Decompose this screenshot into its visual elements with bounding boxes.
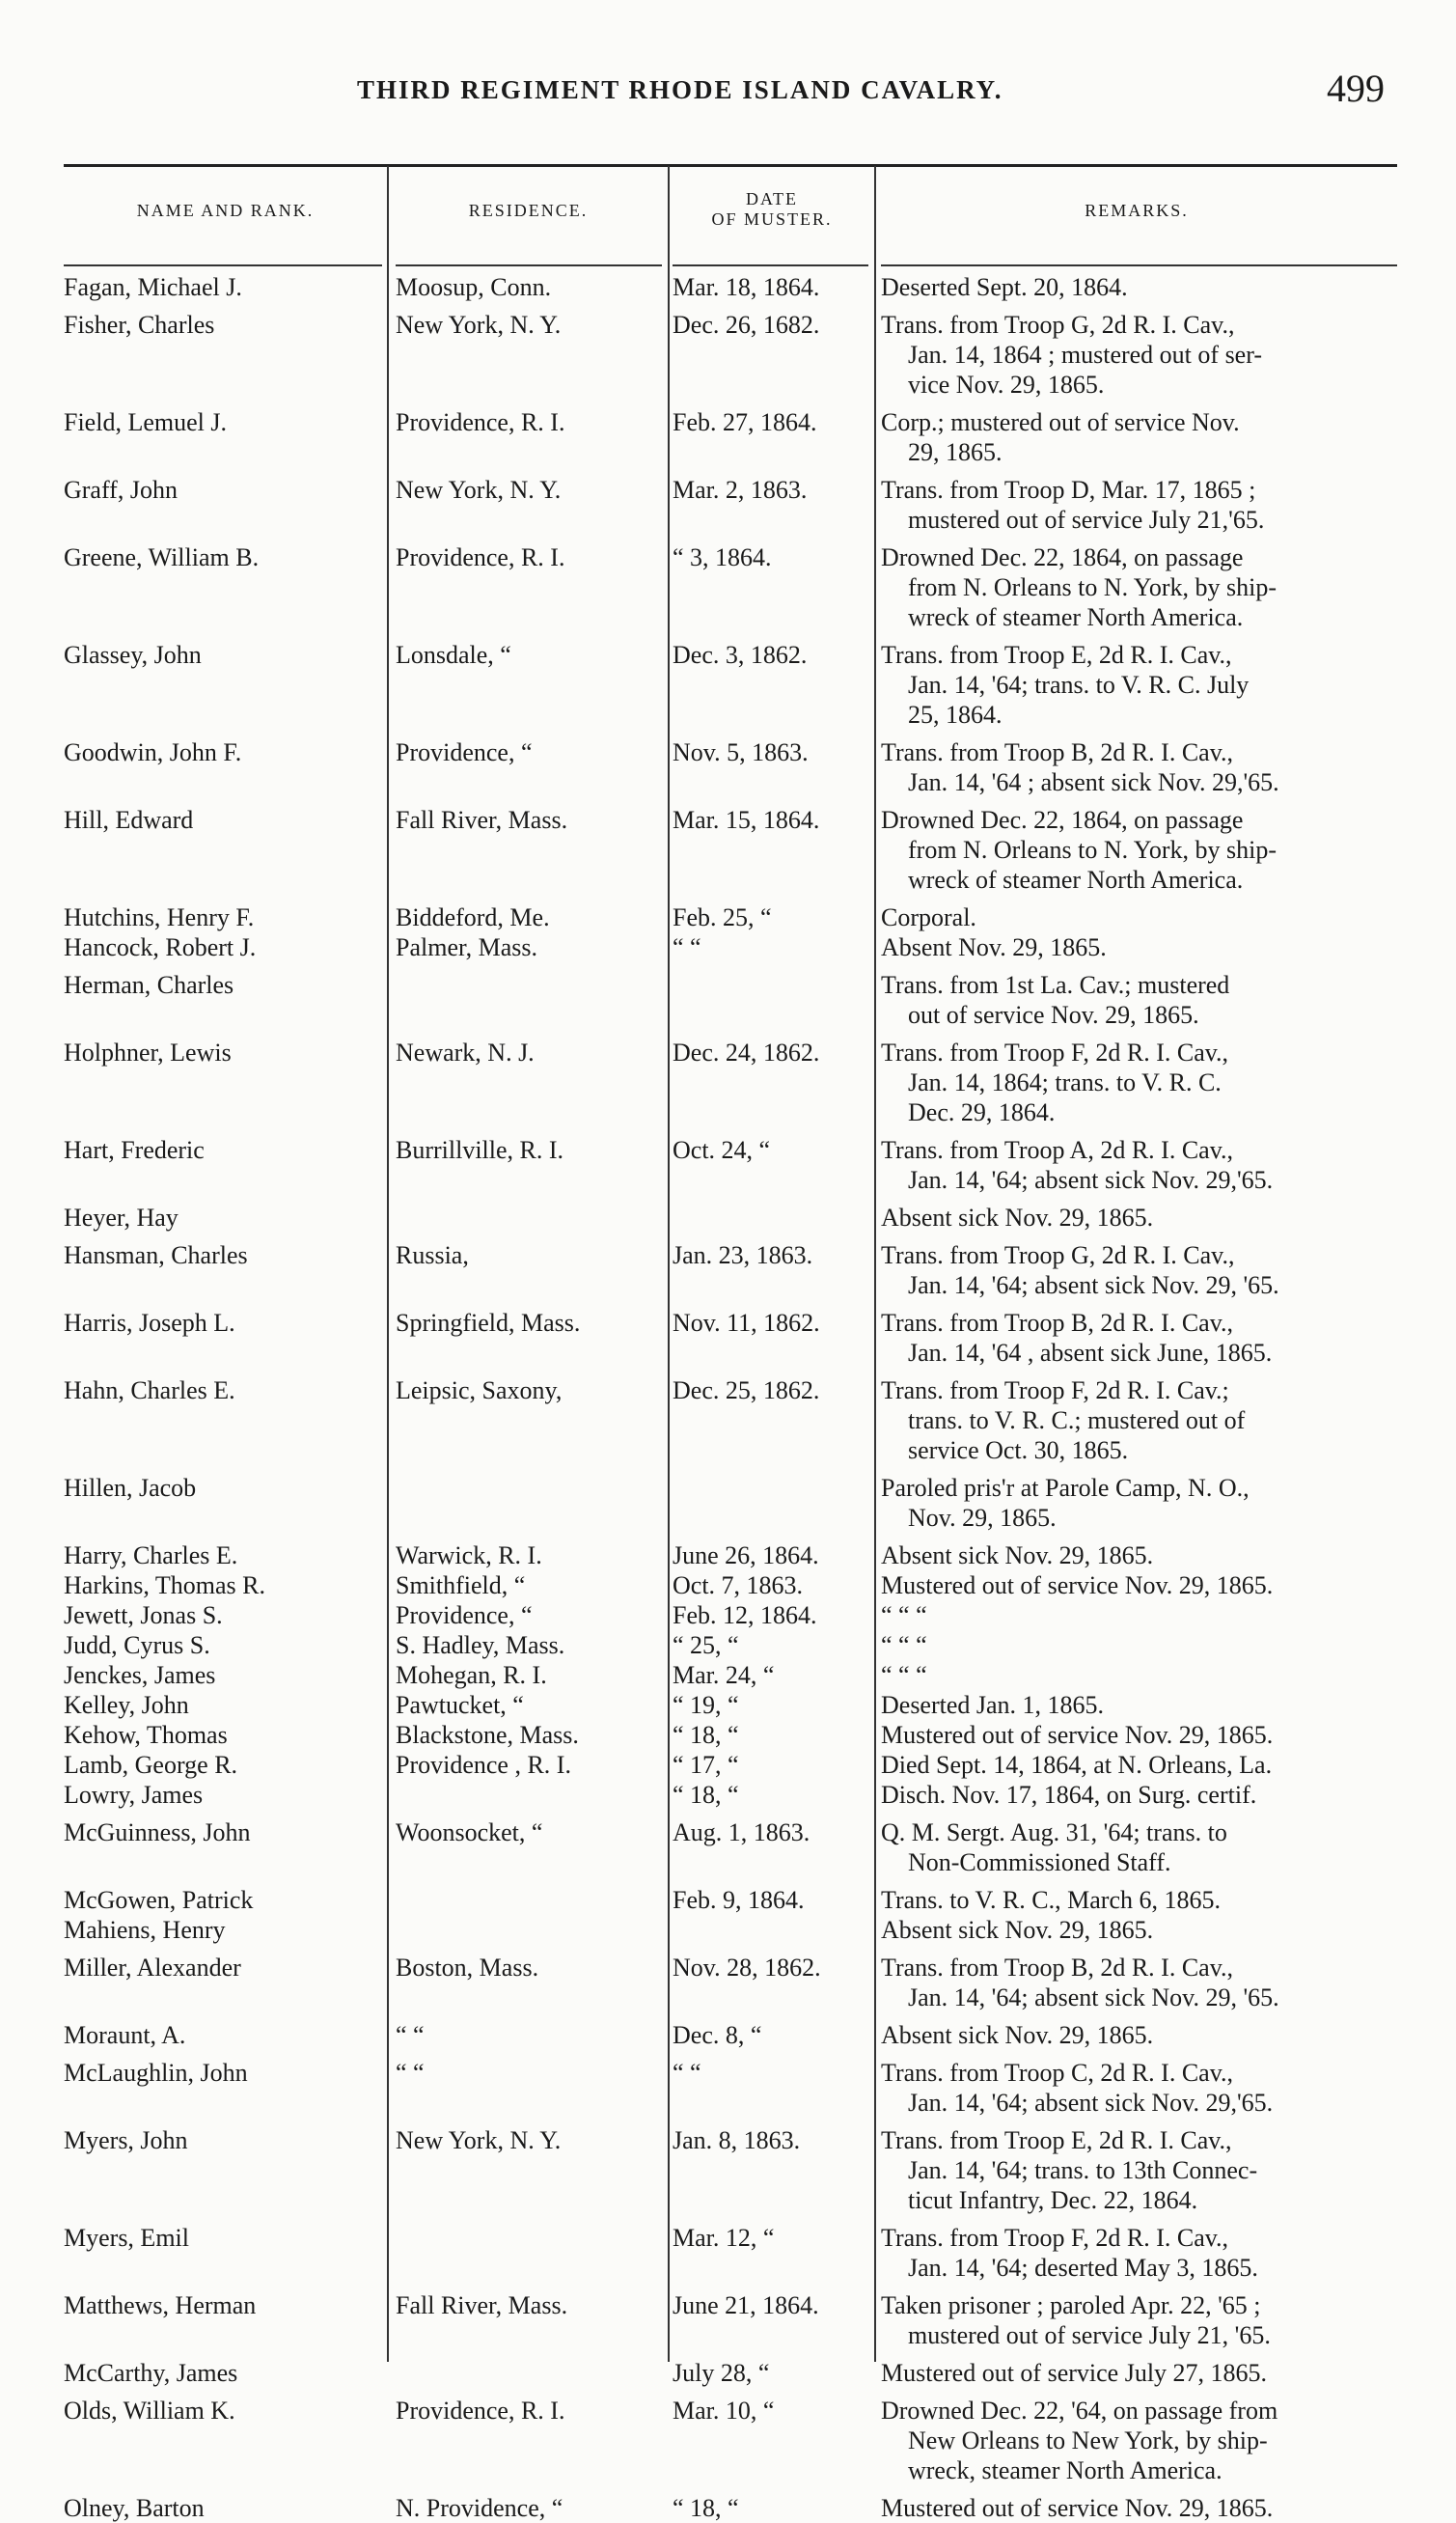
remarks — [881, 1308, 1402, 1368]
remarks — [881, 1203, 1402, 1233]
running-title: THIRD REGIMENT RHODE ISLAND CAVALRY. — [357, 75, 1003, 104]
column-header-remarks: REMARKS. — [1085, 201, 1189, 220]
column-header-date-line1: DATE — [746, 189, 798, 208]
remarks — [881, 805, 1402, 895]
muster-date: “ 17, “ — [673, 1751, 739, 1779]
remark-line: Trans. from 1st La. Cav.; mustered — [881, 971, 1230, 999]
remarks — [881, 737, 1402, 797]
remarks — [881, 1885, 1402, 1915]
soldier-name: Fagan, Michael J. — [64, 273, 242, 301]
soldier-name: Hansman, Charles — [64, 1241, 248, 1269]
soldier-name: Hart, Frederic — [64, 1136, 205, 1164]
residence: Fall River, Mass. — [396, 2291, 568, 2319]
remark-line: Mustered out of service Nov. 29, 1865. — [881, 2494, 1274, 2522]
soldier-name: Lamb, George R. — [64, 1751, 238, 1779]
remark-line: 25, 1864. — [908, 701, 1003, 729]
residence: Moosup, Conn. — [396, 273, 552, 301]
remark-line: Drowned Dec. 22, 1864, on passage — [881, 543, 1244, 571]
page-number: 499 — [1327, 67, 1385, 110]
residence: New York, N. Y. — [396, 476, 562, 504]
remark-line: Trans. from Troop B, 2d R. I. Cav., — [881, 738, 1234, 766]
remarks — [881, 1540, 1402, 1570]
soldier-name: Olney, Barton — [64, 2494, 205, 2522]
muster-date: Oct. 24, “ — [673, 1136, 771, 1164]
remarks — [881, 1375, 1402, 1465]
soldier-name: Kehow, Thomas — [64, 1721, 228, 1749]
residence: Palmer, Mass. — [396, 933, 537, 961]
remarks — [881, 932, 1402, 962]
soldier-name: Hancock, Robert J. — [64, 933, 257, 961]
residence: New York, N. Y. — [396, 311, 562, 339]
remarks — [881, 310, 1402, 400]
residence: Warwick, R. I. — [396, 1541, 542, 1569]
remark-line: Trans. to V. R. C., March 6, 1865. — [881, 1886, 1222, 1914]
page-header — [0, 66, 1456, 124]
muster-date: Mar. 15, 1864. — [673, 806, 820, 834]
remarks — [881, 1038, 1402, 1127]
remark-line: Deserted Jan. 1, 1865. — [881, 1691, 1105, 1719]
soldier-name: Graff, John — [64, 476, 178, 504]
remarks — [881, 2223, 1402, 2283]
remark-line: Jan. 14, '64; absent sick Nov. 29,'65. — [908, 2089, 1274, 2117]
remark-line: Jan. 14, '64; trans. to 13th Connec- — [908, 2156, 1258, 2184]
soldier-name: Hill, Edward — [64, 806, 194, 834]
remarks — [881, 1600, 1402, 1630]
soldier-name: Miller, Alexander — [64, 1954, 241, 1982]
residence: Newark, N. J. — [396, 1039, 535, 1067]
remark-line: “ “ “ — [881, 1601, 927, 1629]
remarks — [881, 2396, 1402, 2485]
muster-date: Dec. 25, 1862. — [673, 1376, 820, 1404]
soldier-name: Kelley, John — [64, 1691, 189, 1719]
muster-date: “ “ — [673, 933, 701, 961]
remark-line: Died Sept. 14, 1864, at N. Orleans, La. — [881, 1751, 1273, 1779]
remark-line: Mustered out of service Nov. 29, 1865. — [881, 1571, 1274, 1599]
remark-line: Jan. 14, 1864; trans. to V. R. C. — [908, 1068, 1222, 1096]
header-underline — [64, 264, 382, 266]
soldier-name: Holphner, Lewis — [64, 1039, 232, 1067]
soldier-name: Hillen, Jacob — [64, 1474, 197, 1502]
muster-date: Mar. 12, “ — [673, 2224, 775, 2252]
soldier-name: Myers, John — [64, 2126, 188, 2154]
residence: Providence, R. I. — [396, 543, 565, 571]
muster-date: Dec. 8, “ — [673, 2021, 762, 2049]
remark-line: Jan. 14, '64 , absent sick June, 1865. — [908, 1339, 1273, 1367]
column-divider — [668, 166, 670, 2362]
soldier-name: Olds, William K. — [64, 2397, 235, 2425]
muster-date: Oct. 7, 1863. — [673, 1571, 804, 1599]
remark-line: Jan. 14, '64; trans. to V. R. C. July — [908, 671, 1250, 699]
remarks — [881, 2290, 1402, 2350]
remark-line: Trans. from Troop B, 2d R. I. Cav., — [881, 1309, 1234, 1337]
remark-line: Corporal. — [881, 903, 976, 931]
muster-date: July 28, “ — [673, 2359, 770, 2387]
remark-line: Taken prisoner ; paroled Apr. 22, '65 ; — [881, 2291, 1261, 2319]
muster-date: Mar. 24, “ — [673, 1661, 775, 1689]
column-divider — [874, 166, 876, 2362]
remark-line: Trans. from Troop F, 2d R. I. Cav., — [881, 2224, 1229, 2252]
muster-date: Feb. 9, 1864. — [673, 1886, 805, 1914]
muster-date: “ 18, “ — [673, 1781, 739, 1809]
residence: Russia, — [396, 1241, 469, 1269]
remark-line: New Orleans to New York, by ship- — [908, 2426, 1268, 2454]
remarks — [881, 2058, 1402, 2118]
remark-line: Deserted Sept. 20, 1864. — [881, 273, 1128, 301]
column-header-name: NAME AND RANK. — [136, 201, 315, 220]
residence: Pawtucket, “ — [396, 1691, 524, 1719]
remark-line: wreck of steamer North America. — [908, 603, 1244, 631]
remark-line: Jan. 14, 1864 ; mustered out of ser- — [908, 341, 1263, 369]
remark-line: wreck, steamer North America. — [908, 2456, 1222, 2484]
soldier-name: Glassey, John — [64, 641, 202, 669]
residence: Blackstone, Mass. — [396, 1721, 579, 1749]
remark-line: Trans. from Troop E, 2d R. I. Cav., — [881, 641, 1232, 669]
residence: S. Hadley, Mass. — [396, 1631, 565, 1659]
remark-line: vice Nov. 29, 1865. — [908, 371, 1105, 399]
remark-line: Trans. from Troop G, 2d R. I. Cav., — [881, 311, 1235, 339]
remark-line: “ “ “ — [881, 1631, 927, 1659]
remark-line: Absent sick Nov. 29, 1865. — [881, 1541, 1154, 1569]
remark-line: trans. to V. R. C.; mustered out of — [908, 1406, 1246, 1434]
muster-date: “ 19, “ — [673, 1691, 739, 1719]
remarks — [881, 1690, 1402, 1720]
muster-date: Mar. 10, “ — [673, 2397, 775, 2425]
remark-line: Jan. 14, '64 ; absent sick Nov. 29,'65. — [908, 768, 1279, 796]
remark-line: Dec. 29, 1864. — [908, 1098, 1056, 1126]
remarks — [881, 902, 1402, 932]
remark-line: Trans. from Troop A, 2d R. I. Cav., — [881, 1136, 1234, 1164]
remark-line: Trans. from Troop F, 2d R. I. Cav., — [881, 1039, 1229, 1067]
remark-line: Non-Commissioned Staff. — [908, 1848, 1171, 1876]
remarks — [881, 1135, 1402, 1195]
muster-date: Dec. 24, 1862. — [673, 1039, 820, 1067]
remark-line: mustered out of service July 21,'65. — [908, 506, 1265, 534]
remark-line: Trans. from Troop G, 2d R. I. Cav., — [881, 1241, 1235, 1269]
muster-date: “ 18, “ — [673, 2494, 739, 2522]
soldier-name: Hutchins, Henry F. — [64, 903, 255, 931]
header-underline — [881, 264, 1397, 266]
remarks — [881, 1817, 1402, 1877]
remarks — [881, 272, 1402, 302]
remark-line: ticut Infantry, Dec. 22, 1864. — [908, 2186, 1198, 2214]
remark-line: wreck of steamer North America. — [908, 866, 1244, 894]
remarks — [881, 407, 1402, 467]
soldier-name: Field, Lemuel J. — [64, 408, 227, 436]
remark-line: Disch. Nov. 17, 1864, on Surg. certif. — [881, 1781, 1257, 1809]
soldier-name: Lowry, James — [64, 1781, 204, 1809]
residence: Boston, Mass. — [396, 1954, 539, 1982]
remarks — [881, 1473, 1402, 1533]
soldier-name: Moraunt, A. — [64, 2021, 186, 2049]
muster-date: “ “ — [673, 2059, 701, 2087]
soldier-name: Jewett, Jonas S. — [64, 1601, 223, 1629]
residence: “ “ — [396, 2059, 425, 2087]
residence: Providence, R. I. — [396, 2397, 565, 2425]
residence: N. Providence, “ — [396, 2494, 563, 2522]
muster-date: Jan. 23, 1863. — [673, 1241, 813, 1269]
residence: Biddeford, Me. — [396, 903, 550, 931]
muster-date: Feb. 27, 1864. — [673, 408, 817, 436]
soldier-name: Fisher, Charles — [64, 311, 215, 339]
remarks — [881, 1720, 1402, 1750]
soldier-name: Myers, Emil — [64, 2224, 189, 2252]
remark-line: Jan. 14, '64; absent sick Nov. 29, '65. — [908, 1271, 1279, 1299]
soldier-name: Heyer, Hay — [64, 1204, 179, 1232]
muster-date: Dec. 3, 1862. — [673, 641, 808, 669]
muster-date: “ 3, 1864. — [673, 543, 772, 571]
residence: New York, N. Y. — [396, 2126, 562, 2154]
muster-date: “ 18, “ — [673, 1721, 739, 1749]
remark-line: Mustered out of service July 27, 1865. — [881, 2359, 1268, 2387]
remark-line: mustered out of service July 21, '65. — [908, 2321, 1271, 2349]
soldier-name: McGowen, Patrick — [64, 1886, 254, 1914]
muster-date: Dec. 26, 1682. — [673, 311, 820, 339]
residence: Providence, “ — [396, 1601, 533, 1629]
remarks — [881, 1780, 1402, 1810]
remark-line: Jan. 14, '64; deserted May 3, 1865. — [908, 2254, 1258, 2282]
muster-date: June 26, 1864. — [673, 1541, 819, 1569]
remarks — [881, 542, 1402, 632]
soldier-name: Goodwin, John F. — [64, 738, 242, 766]
remark-line: Absent sick Nov. 29, 1865. — [881, 2021, 1154, 2049]
column-header-row — [64, 166, 1397, 264]
remark-line: Paroled pris'r at Parole Camp, N. O., — [881, 1474, 1250, 1502]
residence: Providence, “ — [396, 738, 533, 766]
soldier-name: Mahiens, Henry — [64, 1916, 226, 1944]
remarks — [881, 475, 1402, 535]
residence: Leipsic, Saxony, — [396, 1376, 563, 1404]
remark-line: Trans. from Troop E, 2d R. I. Cav., — [881, 2126, 1232, 2154]
residence: Providence , R. I. — [396, 1751, 571, 1779]
soldier-name: McLaughlin, John — [64, 2059, 248, 2087]
remark-line: Jan. 14, '64; absent sick Nov. 29,'65. — [908, 1166, 1274, 1194]
remark-line: Trans. from Troop B, 2d R. I. Cav., — [881, 1954, 1234, 1982]
header-underline — [396, 264, 662, 266]
remarks — [881, 1570, 1402, 1600]
muster-date: Mar. 18, 1864. — [673, 273, 820, 301]
remarks — [881, 2020, 1402, 2050]
residence: “ “ — [396, 2021, 425, 2049]
soldier-name: Harkins, Thomas R. — [64, 1571, 265, 1599]
soldier-name: Harry, Charles E. — [64, 1541, 238, 1569]
remark-line: “ “ “ — [881, 1661, 927, 1689]
residence: Lonsdale, “ — [396, 641, 511, 669]
remark-line: 29, 1865. — [908, 438, 1003, 466]
remarks — [881, 2493, 1402, 2523]
remark-line: Jan. 14, '64; absent sick Nov. 29, '65. — [908, 1983, 1279, 2011]
soldier-name: Greene, William B. — [64, 543, 260, 571]
soldier-name: McGuinness, John — [64, 1818, 251, 1846]
column-divider — [387, 166, 389, 2362]
residence: Smithfield, “ — [396, 1571, 526, 1599]
remarks — [881, 1915, 1402, 1945]
soldier-name: Hahn, Charles E. — [64, 1376, 235, 1404]
remarks — [881, 640, 1402, 730]
remarks — [881, 970, 1402, 1030]
residence: Fall River, Mass. — [396, 806, 568, 834]
column-header-date — [670, 189, 874, 230]
muster-date: Mar. 2, 1863. — [673, 476, 808, 504]
residence: Woonsocket, “ — [396, 1818, 543, 1846]
remarks — [881, 1240, 1402, 1300]
column-header-date-line2: OF MUSTER. — [711, 209, 833, 229]
remark-line: Corp.; mustered out of service Nov. — [881, 408, 1240, 436]
residence: Springfield, Mass. — [396, 1309, 581, 1337]
muster-date: “ 25, “ — [673, 1631, 739, 1659]
remark-line: Drowned Dec. 22, 1864, on passage — [881, 806, 1244, 834]
remark-line: Absent sick Nov. 29, 1865. — [881, 1204, 1154, 1232]
soldier-name: Judd, Cyrus S. — [64, 1631, 210, 1659]
remark-line: Drowned Dec. 22, '64, on passage from — [881, 2397, 1278, 2425]
muster-date: Aug. 1, 1863. — [673, 1818, 810, 1846]
residence: Providence, R. I. — [396, 408, 565, 436]
muster-date: Feb. 25, “ — [673, 903, 772, 931]
remark-line: Q. M. Sergt. Aug. 31, '64; trans. to — [881, 1818, 1227, 1846]
remark-line: Trans. from Troop F, 2d R. I. Cav.; — [881, 1376, 1229, 1404]
remarks — [881, 1660, 1402, 1690]
remarks — [881, 2358, 1402, 2388]
soldier-name: McCarthy, James — [64, 2359, 238, 2387]
remarks — [881, 1953, 1402, 2012]
muster-date: June 21, 1864. — [673, 2291, 819, 2319]
muster-date: Nov. 11, 1862. — [673, 1309, 820, 1337]
soldier-name: Herman, Charles — [64, 971, 234, 999]
header-underline — [673, 264, 868, 266]
residence: Burrillville, R. I. — [396, 1136, 564, 1164]
muster-date: Jan. 8, 1863. — [673, 2126, 801, 2154]
remark-line: Trans. from Troop D, Mar. 17, 1865 ; — [881, 476, 1256, 504]
muster-date: Feb. 12, 1864. — [673, 1601, 817, 1629]
residence: Mohegan, R. I. — [396, 1661, 547, 1689]
soldier-name: Matthews, Herman — [64, 2291, 257, 2319]
soldier-name: Jenckes, James — [64, 1661, 216, 1689]
soldier-name: Harris, Joseph L. — [64, 1309, 235, 1337]
remark-line: Absent sick Nov. 29, 1865. — [881, 1916, 1154, 1944]
remark-line: Trans. from Troop C, 2d R. I. Cav., — [881, 2059, 1234, 2087]
remarks — [881, 2125, 1402, 2215]
remark-line: from N. Orleans to N. York, by ship- — [908, 836, 1277, 864]
remarks — [881, 1750, 1402, 1780]
muster-date: Nov. 5, 1863. — [673, 738, 809, 766]
remark-line: Absent Nov. 29, 1865. — [881, 933, 1107, 961]
remarks — [881, 1630, 1402, 1660]
muster-date: Nov. 28, 1862. — [673, 1954, 821, 1982]
remark-line: out of service Nov. 29, 1865. — [908, 1001, 1199, 1029]
remark-line: service Oct. 30, 1865. — [908, 1436, 1129, 1464]
remark-line: Nov. 29, 1865. — [908, 1504, 1057, 1532]
remark-line: from N. Orleans to N. York, by ship- — [908, 573, 1277, 601]
remark-line: Mustered out of service Nov. 29, 1865. — [881, 1721, 1274, 1749]
column-header-residence: RESIDENCE. — [468, 201, 589, 220]
